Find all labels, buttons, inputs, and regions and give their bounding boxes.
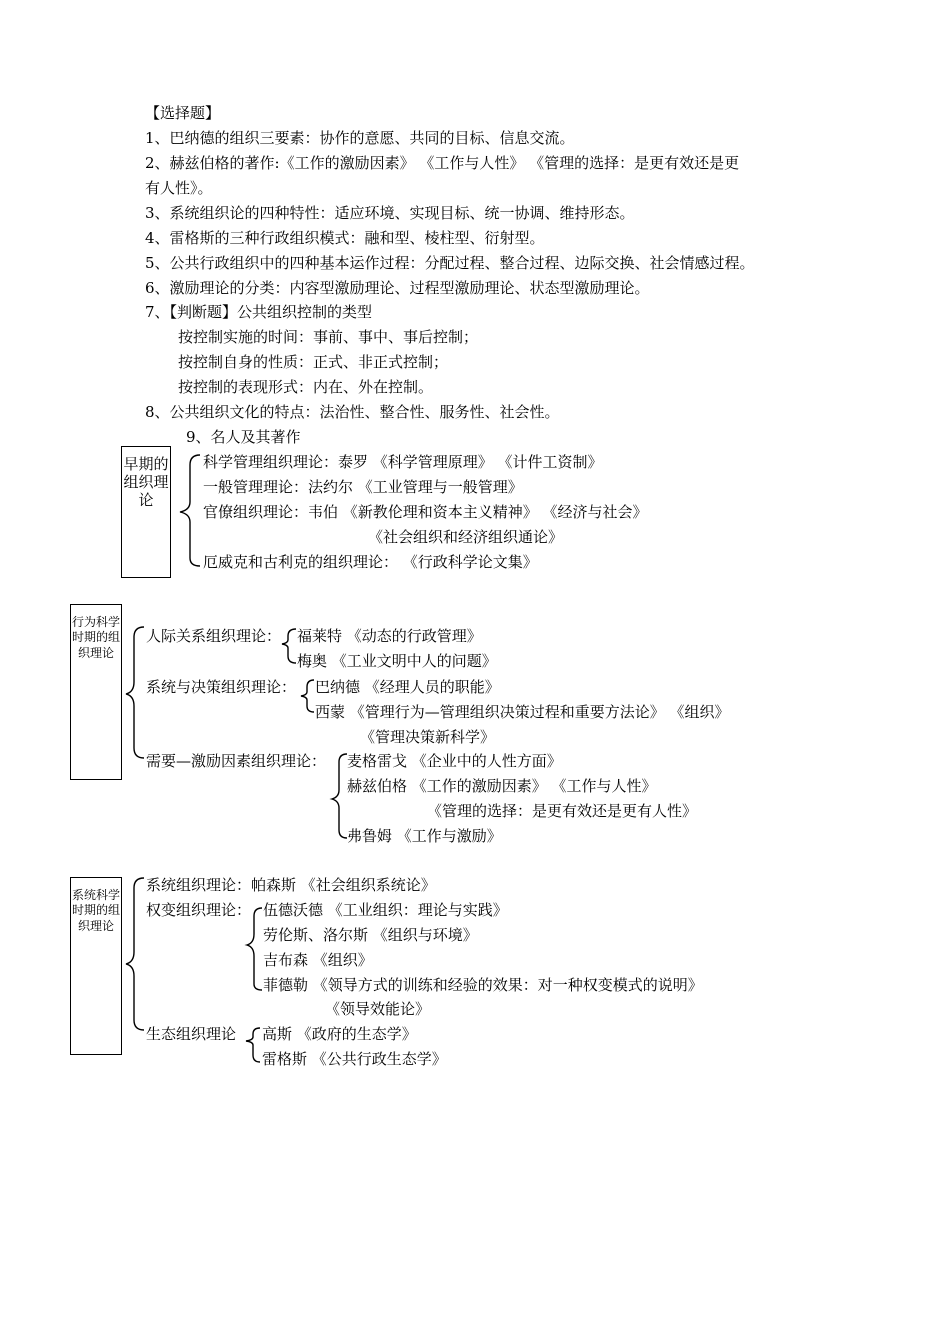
behavior-theory-line: 麦格雷戈 《企业中的人性方面》 — [347, 752, 562, 770]
behavior-theory-line: 系统与决策组织理论： — [146, 678, 297, 696]
list-item: 7、【判断题】公共组织控制的类型 — [145, 303, 373, 321]
early-theory-box-label: 早期的组织理论 — [123, 455, 169, 509]
brace-decision — [301, 680, 314, 712]
system-theory-box — [70, 877, 122, 1055]
brace-motivation — [332, 754, 347, 838]
brace-system — [126, 878, 144, 1030]
list-item: 8、公共组织文化的特点：法治性、整合性、服务性、社会性。 — [145, 403, 560, 421]
system-theory-line: 伍德沃德 《工业组织：理论与实践》 — [263, 901, 508, 919]
list-item: 2、赫兹伯格的著作:《工作的激励因素》 《工作与人性》 《管理的选择：是更有效还是更 — [145, 154, 740, 172]
brace-behavior — [126, 627, 144, 758]
list-item: 9、名人及其著作 — [186, 428, 301, 446]
list-item: 4、雷格斯的三种行政组织模式：融和型、棱柱型、衍射型。 — [145, 229, 545, 247]
list-item: 5、公共行政组织中的四种基本运作过程：分配过程、整合过程、边际交换、社会情感过程。 — [145, 254, 755, 272]
system-theory-line: 系统组织理论：帕森斯 《社会组织系统论》 — [146, 876, 436, 894]
system-theory-line: 生态组织理论 — [146, 1025, 237, 1043]
list-item: 6、激励理论的分类：内容型激励理论、过程型激励理论、状态型激励理论。 — [145, 279, 650, 297]
list-subitem: 按控制的表现形式：内在、外在控制。 — [178, 378, 434, 396]
system-theory-line: 雷格斯 《公共行政生态学》 — [262, 1050, 447, 1068]
brace-ecology — [246, 1028, 260, 1062]
brace-early — [180, 455, 200, 566]
system-theory-box-label: 系统科学时期的组织理论 — [71, 888, 120, 933]
behavior-theory-line: 《管理决策新科学》 — [360, 728, 496, 746]
brace-contingency — [247, 908, 262, 990]
behavior-theory-line: 《管理的选择：是更有效还是更有人性》 — [427, 802, 698, 820]
brace-human-relations — [282, 629, 296, 663]
system-theory-line: 菲德勒 《领导方式的训练和经验的效果：对一种权变模式的说明》 — [263, 976, 703, 994]
list-item: 3、系统组织论的四种特性：适应环境、实现目标、统一协调、维持形态。 — [145, 204, 635, 222]
early-theory-line: 《社会组织和经济组织通论》 — [368, 528, 564, 546]
section-header: 【选择题】 — [145, 104, 221, 122]
behavior-theory-line: 赫兹伯格 《工作的激励因素》 《工作与人性》 — [347, 777, 657, 795]
list-subitem: 按控制实施的时间：事前、事中、事后控制； — [178, 328, 479, 346]
system-theory-line: 吉布森 《组织》 — [263, 951, 373, 969]
list-subitem: 按控制自身的性质：正式、非正式控制； — [178, 353, 449, 371]
behavior-theory-line: 弗鲁姆 《工作与激励》 — [347, 827, 502, 845]
behavior-theory-line: 梅奥 《工业文明中人的问题》 — [297, 652, 497, 670]
system-theory-line: 劳伦斯、洛尔斯 《组织与环境》 — [263, 926, 478, 944]
system-theory-line: 高斯 《政府的生态学》 — [262, 1025, 417, 1043]
behavior-theory-line: 福莱特 《动态的行政管理》 — [297, 627, 482, 645]
early-theory-box — [121, 446, 171, 578]
behavior-theory-line: 西蒙 《管理行为—管理组织决策过程和重要方法论》 《组织》 — [315, 703, 730, 721]
behavior-theory-box-label: 行为科学时期的组织理论 — [71, 615, 120, 660]
behavior-theory-line: 需要—激励因素组织理论： — [146, 752, 327, 770]
early-theory-line: 一般管理理论：法约尔 《工业管理与一般管理》 — [203, 478, 523, 496]
behavior-theory-line: 巴纳德 《经理人员的职能》 — [315, 678, 500, 696]
system-theory-line: 权变组织理论： — [146, 901, 252, 919]
behavior-theory-box — [70, 604, 122, 780]
behavior-theory-line: 人际关系组织理论： — [146, 627, 282, 645]
early-theory-line: 科学管理组织理论：泰罗 《科学管理原理》 《计件工资制》 — [203, 453, 603, 471]
list-item: 1、巴纳德的组织三要素：协作的意愿、共同的目标、信息交流。 — [145, 129, 575, 147]
early-theory-line: 官僚组织理论：韦伯 《新教伦理和资本主义精神》 《经济与社会》 — [203, 503, 648, 521]
system-theory-line: 《领导效能论》 — [325, 1000, 431, 1018]
list-item: 有人性》。 — [145, 179, 213, 197]
early-theory-line: 厄威克和古利克的组织理论： 《行政科学论文集》 — [203, 553, 538, 571]
